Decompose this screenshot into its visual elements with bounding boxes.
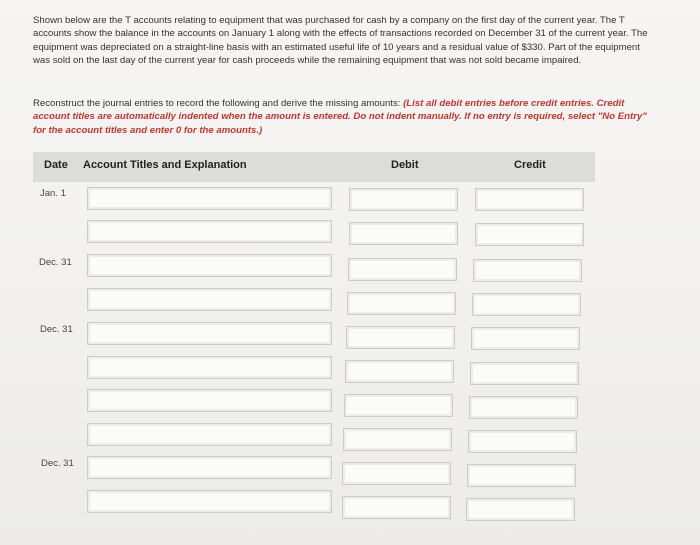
account-title-input[interactable]: [87, 456, 332, 479]
journal-table-header: [33, 152, 595, 182]
debit-input[interactable]: [349, 188, 458, 211]
header-account: Account Titles and Explanation: [83, 159, 247, 171]
account-title-input[interactable]: [87, 254, 332, 277]
debit-input[interactable]: [349, 222, 458, 245]
account-title-input[interactable]: [87, 288, 332, 311]
credit-input[interactable]: [466, 498, 575, 521]
credit-input[interactable]: [475, 188, 584, 211]
account-title-input[interactable]: [87, 389, 332, 412]
credit-input[interactable]: [473, 259, 582, 282]
account-title-input[interactable]: [87, 220, 332, 243]
header-credit: Credit: [514, 159, 546, 171]
problem-intro: Shown below are the T accounts relating to equipment that was purchased for cash by a company on the first day of the current year. The T accounts show the balance in the accounts on January 1 along with the effects of transactions recorded on December 31 of the current year. The equipment was depreciated on a straight-line basis with an estimated useful life of 10 years and a residual value of $330. Part of the equipment was sold on the last day of the current year for cash proceeds while the remaining equipment that was not sold became impaired.: [33, 15, 648, 66]
credit-input[interactable]: [467, 464, 576, 487]
debit-input[interactable]: [346, 326, 455, 349]
entry-date: Dec. 31: [40, 324, 73, 335]
header-date: Date: [44, 159, 68, 171]
credit-input[interactable]: [472, 293, 581, 316]
entry-date: Jan. 1: [40, 188, 66, 199]
debit-input[interactable]: [343, 428, 452, 451]
entry-date: Dec. 31: [39, 257, 72, 268]
header-debit: Debit: [391, 159, 419, 171]
account-title-input[interactable]: [87, 356, 332, 379]
instruction-note: (List all debit entries before credit entries. Credit account titles are automatically indented when the amount is entered. Do not indent manually. If no entry is required, select "No Entry" for the account titles and enter 0 for the amounts.): [33, 98, 647, 136]
debit-input[interactable]: [345, 360, 454, 383]
account-title-input[interactable]: [87, 322, 332, 345]
account-title-input[interactable]: [87, 187, 332, 210]
debit-input[interactable]: [344, 394, 453, 417]
account-title-input[interactable]: [87, 490, 332, 513]
credit-input[interactable]: [469, 396, 578, 419]
account-title-input[interactable]: [87, 423, 332, 446]
credit-input[interactable]: [468, 430, 577, 453]
problem-instruction: [33, 97, 648, 137]
debit-input[interactable]: [342, 462, 451, 485]
instruction-text: Reconstruct the journal entries to record the following and derive the missing amounts:: [33, 98, 404, 109]
credit-input[interactable]: [475, 223, 584, 246]
entry-date: Dec. 31: [41, 458, 74, 469]
debit-input[interactable]: [347, 292, 456, 315]
debit-input[interactable]: [342, 496, 451, 519]
credit-input[interactable]: [471, 327, 580, 350]
credit-input[interactable]: [470, 362, 579, 385]
debit-input[interactable]: [348, 258, 457, 281]
